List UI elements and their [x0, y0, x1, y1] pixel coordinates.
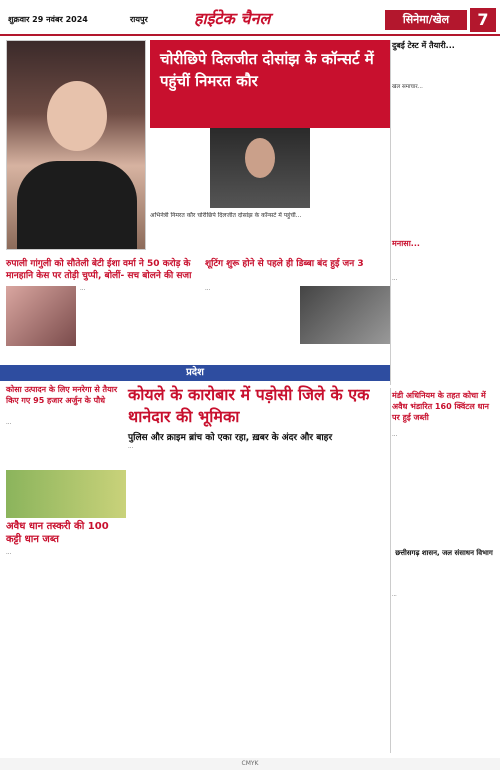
main-story-headline: कोयले के कारोबार में पड़ोसी जिले के एक थानेदार की भूमिका [128, 385, 370, 426]
pradesh-left-headline-2: अवैध धान तस्करी की 100 कट्टी धान जब्त [6, 521, 109, 545]
lead-body: अभिनेत्री निमरत कौर चोरीछिपे दिलजीत दोसांझ के कॉन्सर्ट में पहुंचीं... [150, 212, 302, 219]
right-col-headline-3: मंडी अधिनियम के तहत कोचा में अवैध भंडारित 160 क्विंटल धान पर हुई जब्ती [392, 391, 489, 422]
pradesh-left-body: ... [6, 420, 12, 426]
mid-right-photo [300, 286, 390, 344]
lead-photo-right [210, 128, 310, 208]
shirt-shape [17, 161, 137, 249]
pradesh-left-body-2: ... [6, 550, 12, 556]
mid-left-photo [6, 286, 76, 346]
right-col-body-2: ... [392, 276, 398, 282]
lead-photo-left [6, 40, 146, 250]
face-shape [47, 81, 107, 151]
page-number: 7 [470, 8, 496, 32]
right-col-body-3: ... [392, 432, 398, 438]
mid-right-headline: शूटिंग शुरू होने से पहले ही डिब्बा बंद हुई जन 3 [205, 259, 364, 269]
issue-date: शुक्रवार 29 नवंबर 2024 [8, 15, 88, 24]
masthead [0, 0, 500, 36]
footer-color-mark: CMYK [0, 758, 500, 770]
lead-headline: चोरीछिपे दिलजीत दोसांझ के कॉन्सर्ट में पहुंचीं निमरत कौर [150, 40, 390, 128]
right-col-headline-2: मनासा... [392, 239, 420, 248]
pradesh-section-band: प्रदेश [0, 365, 390, 381]
person-shape [245, 138, 275, 178]
mid-left-body: ... [80, 286, 86, 292]
column-divider [390, 40, 391, 385]
column-divider-2 [390, 388, 391, 753]
notice-title: छत्तीसगढ़ शासन, जल संसाधन विभाग [395, 549, 493, 557]
pradesh-left-headline: कोसा उत्पादन के लिए मनरेगा से तैयार किए गए 95 हजार अर्जुन के पौधे [6, 385, 118, 405]
mid-left-headline: रुपाली गांगुली को सौतेली बेटी ईशा वर्मा ने 50 करोड़ के मानहानि केस पर तोड़ी चुप्पी, बोलीं- सच बोलने की सजा [6, 259, 192, 281]
mid-right-body: ... [205, 286, 211, 292]
pradesh-left-photo [6, 470, 126, 518]
notice-body: ... [392, 592, 397, 598]
main-story-subhead: पुलिस और क्राइम ब्रांच को एका रहा, ख़बर के अंदर और बाहर [128, 433, 333, 443]
right-col-body-1: खेल समाचार... [392, 84, 423, 90]
section-label: सिनेमा/खेल [385, 10, 467, 30]
right-col-headline-1: दुबई टेस्ट में तैयारी... [392, 41, 455, 50]
newspaper-logo: हाईटेक चैनल [194, 9, 271, 28]
edition-city: रायपुर [130, 15, 148, 24]
main-story-body: ... [128, 444, 134, 450]
